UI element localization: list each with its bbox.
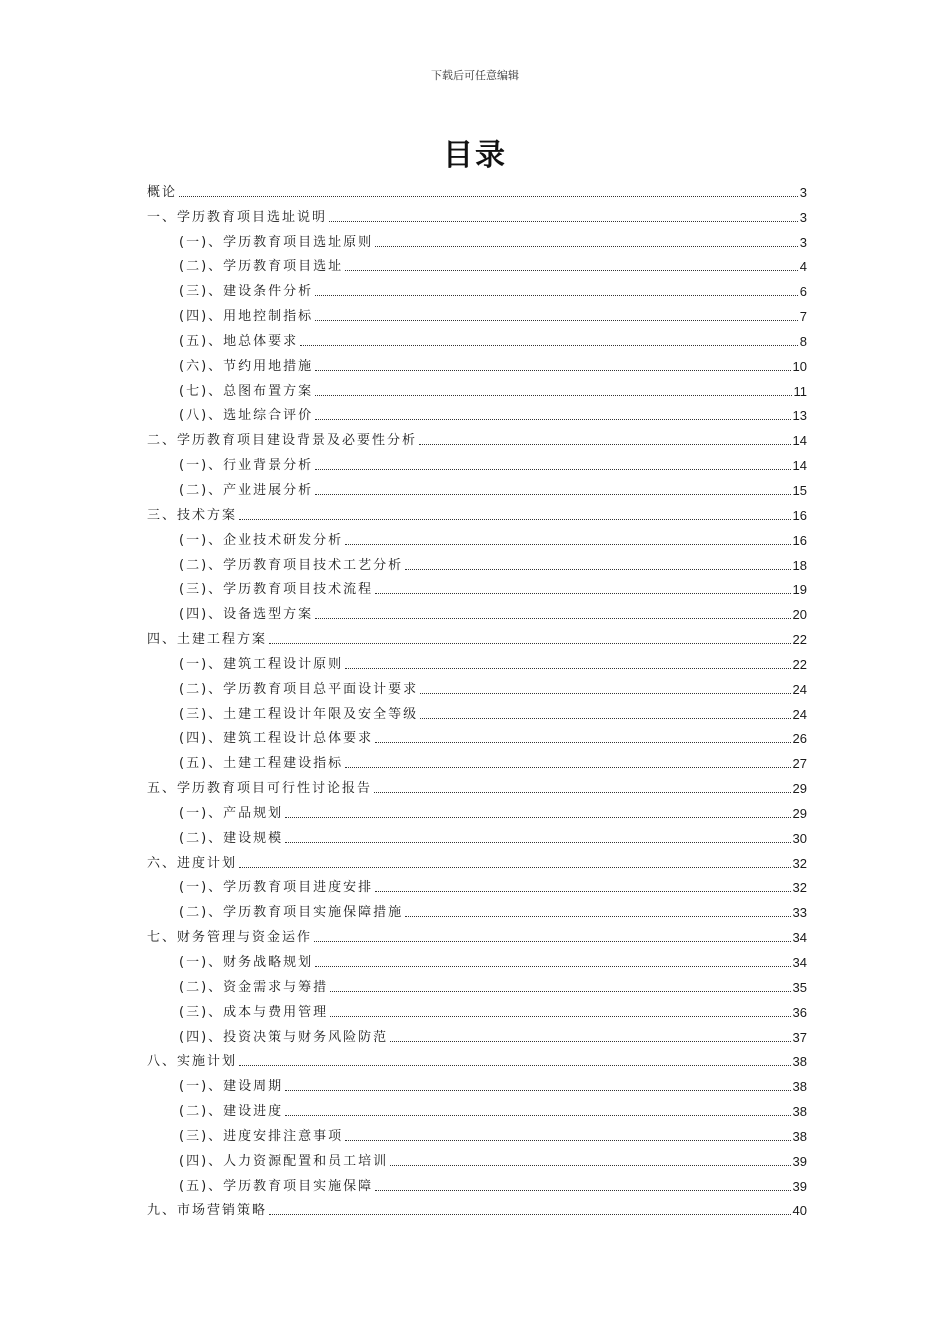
toc-entry-page-number: 39 <box>792 1178 807 1194</box>
toc-dot-leader <box>374 792 791 793</box>
toc-entry[interactable] <box>147 300 807 325</box>
toc-dot-leader <box>375 593 790 594</box>
toc-entry[interactable] <box>147 275 807 300</box>
toc-entry-label: (一)、建设周期 <box>179 1079 284 1095</box>
toc-entry[interactable] <box>147 226 807 251</box>
toc-entry-page-number: 34 <box>792 930 807 946</box>
toc-entry[interactable] <box>147 896 807 921</box>
toc-entry-page-number: 30 <box>792 830 807 846</box>
toc-dot-leader <box>330 991 790 992</box>
toc-entry-page-number: 24 <box>792 706 807 722</box>
toc-entry[interactable] <box>147 797 807 822</box>
toc-dot-leader <box>239 867 791 868</box>
toc-entry-page-number: 40 <box>792 1203 807 1219</box>
toc-entry-label: (三)、土建工程设计年限及安全等级 <box>179 706 419 722</box>
toc-dot-leader <box>269 1214 791 1215</box>
toc-entry-label: (一)、学历教育项目进度安排 <box>179 880 374 896</box>
toc-entry[interactable] <box>147 1120 807 1145</box>
toc-entry[interactable] <box>147 747 807 772</box>
toc-entry-page-number: 32 <box>792 880 807 896</box>
toc-entry-label: (三)、学历教育项目技术流程 <box>179 582 374 598</box>
header-note: 下载后可任意编辑 <box>431 69 519 82</box>
toc-entry-label: 二、学历教育项目建设背景及必要性分析 <box>147 433 418 449</box>
toc-entry-page-number: 33 <box>792 905 807 921</box>
toc-dot-leader <box>375 1190 790 1191</box>
toc-dot-leader <box>285 1090 790 1091</box>
toc-entry[interactable] <box>147 996 807 1021</box>
toc-dot-leader <box>345 767 790 768</box>
toc-entry-page-number: 22 <box>792 632 807 648</box>
toc-entry[interactable] <box>147 1095 807 1120</box>
toc-entry[interactable] <box>147 574 807 599</box>
toc-entry[interactable] <box>147 1170 807 1195</box>
toc-dot-leader <box>405 569 790 570</box>
toc-entry-label: (四)、设备选型方案 <box>179 607 314 623</box>
toc-entry-page-number: 15 <box>792 482 807 498</box>
toc-dot-leader <box>239 519 791 520</box>
toc-entry-label: (五)、土建工程建设指标 <box>179 756 344 772</box>
toc-entry-label: (二)、学历教育项目总平面设计要求 <box>179 681 419 697</box>
toc-dot-leader <box>315 320 798 321</box>
toc-entry-label: (三)、进度安排注意事项 <box>179 1128 344 1144</box>
toc-entry[interactable] <box>147 648 807 673</box>
toc-entry-page-number: 29 <box>792 805 807 821</box>
toc-entry-page-number: 20 <box>792 607 807 623</box>
toc-entry-label: (八)、选址综合评价 <box>179 408 314 424</box>
toc-entry[interactable] <box>147 623 807 648</box>
toc-entry-label: (一)、企业技术研发分析 <box>179 532 344 548</box>
toc-entry-page-number: 8 <box>799 333 807 349</box>
toc-entry-page-number: 6 <box>799 284 807 300</box>
toc-entry[interactable] <box>147 1070 807 1095</box>
toc-entry[interactable] <box>147 375 807 400</box>
toc-entry-label: (四)、投资决策与财务风险防范 <box>179 1029 389 1045</box>
toc-entry-page-number: 18 <box>792 557 807 573</box>
toc-entry-page-number: 34 <box>792 955 807 970</box>
toc-dot-leader <box>345 270 798 271</box>
toc-entry[interactable] <box>147 772 807 797</box>
toc-entry-label: (五)、学历教育项目实施保障 <box>179 1178 374 1194</box>
toc-entry-page-number: 11 <box>793 383 807 399</box>
toc-entry-page-number: 27 <box>792 756 807 772</box>
toc-entry[interactable] <box>147 1021 807 1046</box>
toc-entry-page-number: 10 <box>792 358 807 374</box>
toc-dot-leader <box>269 643 791 644</box>
toc-entry-label: (二)、建设规模 <box>179 830 284 846</box>
toc-dot-leader <box>375 742 790 743</box>
toc-dot-leader <box>285 842 790 843</box>
toc-entry-label: (二)、产业进展分析 <box>179 482 314 498</box>
toc-dot-leader <box>375 246 798 247</box>
toc-dot-leader <box>420 718 790 719</box>
toc-dot-leader <box>375 891 790 892</box>
toc-entry[interactable] <box>147 176 807 201</box>
toc-entry-label: (一)、财务战略规划 <box>179 955 314 970</box>
toc-entry[interactable] <box>147 872 807 897</box>
toc-entry-label: (四)、建筑工程设计总体要求 <box>179 731 374 747</box>
toc-entry[interactable] <box>147 474 807 499</box>
toc-entry-label: 概论 <box>147 184 178 200</box>
toc-entry-page-number: 16 <box>792 507 807 523</box>
toc-entry-label: (二)、学历教育项目选址 <box>179 259 344 275</box>
toc-dot-leader <box>315 618 790 619</box>
toc-entry[interactable] <box>147 971 807 996</box>
toc-entry[interactable] <box>147 424 807 449</box>
toc-entry[interactable] <box>147 524 807 549</box>
toc-dot-leader <box>315 966 790 967</box>
toc-entry-label: (三)、建设条件分析 <box>179 284 314 300</box>
toc-entry-page-number: 14 <box>792 458 807 474</box>
toc-entry-page-number: 38 <box>792 1104 807 1120</box>
toc-entry-page-number: 4 <box>799 259 807 275</box>
toc-entry-label: (二)、学历教育项目实施保障措施 <box>179 905 404 921</box>
toc-entry[interactable] <box>147 598 807 623</box>
toc-entry-label: 八、实施计划 <box>147 1054 238 1070</box>
toc-entry-label: (一)、行业背景分析 <box>179 458 314 474</box>
toc-dot-leader <box>179 196 798 197</box>
toc-dot-leader <box>330 1016 790 1017</box>
toc-entry-label: 五、学历教育项目可行性讨论报告 <box>147 781 373 797</box>
toc-dot-leader <box>315 295 798 296</box>
toc-entry-page-number: 37 <box>792 1029 807 1045</box>
toc-entry-label: (六)、节约用地措施 <box>179 358 314 374</box>
toc-entry[interactable] <box>147 822 807 847</box>
toc-dot-leader <box>315 469 790 470</box>
toc-entry[interactable] <box>147 946 807 971</box>
toc-entry-page-number: 26 <box>792 731 807 747</box>
toc-dot-leader <box>405 916 790 917</box>
toc-entry-label: 六、进度计划 <box>147 855 238 871</box>
toc-dot-leader <box>314 941 791 942</box>
toc-entry[interactable] <box>147 921 807 946</box>
toc-entry-page-number: 16 <box>792 532 807 548</box>
toc-dot-leader <box>420 693 790 694</box>
toc-dot-leader <box>300 345 798 346</box>
toc-entry[interactable] <box>147 1195 807 1220</box>
toc-entry-label: 七、财务管理与资金运作 <box>147 930 313 946</box>
toc-dot-leader <box>345 544 790 545</box>
toc-entry[interactable] <box>147 549 807 574</box>
toc-dot-leader <box>390 1041 790 1042</box>
toc-entry-page-number: 32 <box>792 855 807 871</box>
toc-dot-leader <box>419 444 791 445</box>
toc-entry-label: 四、土建工程方案 <box>147 632 268 648</box>
toc-entry-label: (二)、学历教育项目技术工艺分析 <box>179 557 404 573</box>
toc-entry-label: (七)、总图布置方案 <box>179 383 314 399</box>
toc-entry-page-number: 24 <box>792 681 807 697</box>
page-title: 目录 <box>443 138 507 173</box>
toc-entry[interactable] <box>147 1145 807 1170</box>
toc-entry[interactable] <box>147 325 807 350</box>
toc-dot-leader <box>345 1140 790 1141</box>
toc-entry-page-number: 29 <box>792 781 807 797</box>
toc-dot-leader <box>345 668 790 669</box>
toc-entry-page-number: 36 <box>792 1004 807 1020</box>
toc-entry-page-number: 3 <box>799 209 807 225</box>
toc-entry-page-number: 3 <box>799 184 807 200</box>
toc-entry[interactable] <box>147 251 807 276</box>
toc-entry-label: (一)、产品规划 <box>179 805 284 821</box>
toc-entry[interactable] <box>147 449 807 474</box>
toc-entry-label: (二)、建设进度 <box>179 1104 284 1120</box>
toc-dot-leader <box>315 370 790 371</box>
toc-entry[interactable] <box>147 400 807 425</box>
toc-dot-leader <box>329 221 798 222</box>
toc-entry-page-number: 7 <box>799 309 807 325</box>
toc-entry-page-number: 38 <box>792 1128 807 1144</box>
toc-dot-leader <box>239 1065 791 1066</box>
toc-dot-leader <box>285 817 790 818</box>
toc-entry-label: (二)、资金需求与筹措 <box>179 979 329 995</box>
table-of-contents <box>147 176 807 1219</box>
toc-entry-label: (三)、成本与费用管理 <box>179 1004 329 1020</box>
toc-entry-label: (四)、用地控制指标 <box>179 309 314 325</box>
toc-entry[interactable] <box>147 201 807 226</box>
toc-entry-label: (一)、建筑工程设计原则 <box>179 656 344 672</box>
toc-entry-page-number: 3 <box>799 234 807 250</box>
toc-entry-page-number: 38 <box>792 1054 807 1070</box>
toc-entry[interactable] <box>147 1046 807 1071</box>
toc-entry-label: 三、技术方案 <box>147 507 238 523</box>
toc-dot-leader <box>285 1115 790 1116</box>
toc-entry[interactable] <box>147 499 807 524</box>
toc-entry[interactable] <box>147 698 807 723</box>
toc-entry-page-number: 14 <box>792 433 807 449</box>
toc-entry-label: (一)、学历教育项目选址原则 <box>179 234 374 250</box>
toc-dot-leader <box>315 494 790 495</box>
toc-entry[interactable] <box>147 847 807 872</box>
toc-entry-label: (四)、人力资源配置和员工培训 <box>179 1153 389 1169</box>
toc-entry-page-number: 19 <box>792 582 807 598</box>
toc-entry[interactable] <box>147 350 807 375</box>
toc-dot-leader <box>315 395 791 396</box>
toc-entry-page-number: 22 <box>792 656 807 672</box>
toc-entry[interactable] <box>147 673 807 698</box>
toc-entry-page-number: 38 <box>792 1079 807 1095</box>
toc-entry-page-number: 35 <box>792 979 807 995</box>
toc-entry-label: 一、学历教育项目选址说明 <box>147 209 328 225</box>
toc-entry-label: (五)、地总体要求 <box>179 333 299 349</box>
toc-entry[interactable] <box>147 723 807 748</box>
toc-entry-label: 九、市场营销策略 <box>147 1203 268 1219</box>
toc-dot-leader <box>390 1165 790 1166</box>
toc-entry-page-number: 13 <box>792 408 807 424</box>
toc-entry-page-number: 39 <box>792 1153 807 1169</box>
toc-dot-leader <box>315 419 790 420</box>
